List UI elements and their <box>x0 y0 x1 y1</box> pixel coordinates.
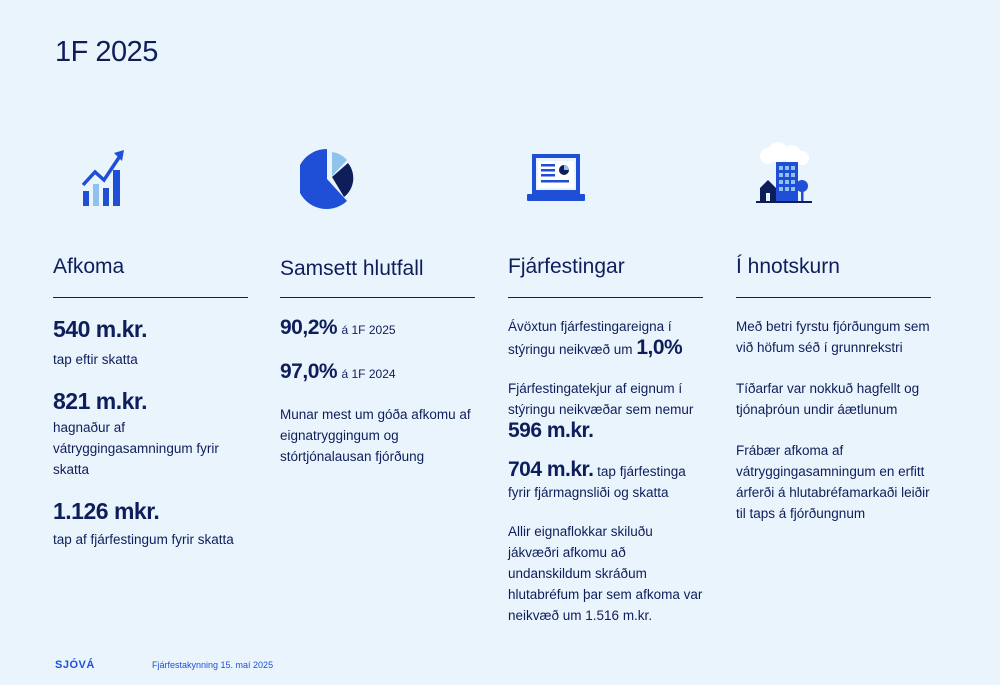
summary-paragraph: Með betri fyrstu fjórðungum sem við höfum séð í grunnrekstri <box>736 319 930 355</box>
column-heading: Fjárfestingar <box>508 255 625 278</box>
investment-loss-paragraph <box>508 459 703 503</box>
city-buildings-icon <box>754 142 814 206</box>
column-i-hnotskurn <box>736 252 931 524</box>
column-heading: Í hnotskurn <box>736 255 840 278</box>
loss-text: tap fjárfestinga fyrir fjármagnsliði og skatta <box>508 464 686 500</box>
ratio-row <box>280 316 475 340</box>
divider <box>280 297 475 298</box>
income-text: Fjárfestingatekjur af eignum í stýringu neikvæðar sem nemur <box>508 381 694 417</box>
metric-value: 821 m.kr. <box>53 388 147 414</box>
pie-chart-icon <box>300 146 356 212</box>
footer-caption: Fjárfestakynning 15. maí 2025 <box>152 660 274 670</box>
sjova-logo: SJÓVÁ <box>55 659 95 671</box>
ratio-value: 97,0% <box>280 360 338 383</box>
loss-value: 704 m.kr. <box>508 458 594 481</box>
ratio-value: 90,2% <box>280 316 338 339</box>
asset-classes-paragraph: Allir eignaflokkar skiluðu jákvæðri afkomu að undanskildum skráðum hlutabréfum þar sem afkoma var neikvæð um 1.516 m.kr. <box>508 524 703 623</box>
summary-paragraph: Frábær afkoma af vátryggingasamningum en erfitt árferði á hlutabréfamarkaði leiðir til taps á fjórðungnum <box>736 443 930 521</box>
ratio-period: á 1F 2025 <box>341 323 396 337</box>
metric-block <box>53 498 248 550</box>
metric-block <box>53 388 248 480</box>
divider <box>736 297 931 298</box>
column-afkoma <box>53 252 248 568</box>
growth-chart-icon <box>80 148 126 208</box>
page-title: 1F 2025 <box>55 36 158 68</box>
metric-label: tap af fjárfestingum fyrir skatta <box>53 532 234 547</box>
column-heading: Afkoma <box>53 255 125 278</box>
laptop-report-icon <box>526 152 586 204</box>
income-value: 596 m.kr. <box>508 419 594 442</box>
column-fjarfestingar <box>508 252 703 626</box>
divider <box>53 297 248 298</box>
investment-return-paragraph <box>508 316 703 360</box>
return-text: Ávöxtun fjárfestingareigna í stýringu neikvæð um <box>508 319 672 357</box>
ratio-period: á 1F 2024 <box>341 367 396 381</box>
metric-block <box>53 316 248 370</box>
summary-paragraph: Tíðarfar var nokkuð hagfellt og tjónaþróun undir áætlunum <box>736 381 920 417</box>
ratio-note: Munar mest um góða afkomu af eignatryggingum og stórtjónalausan fjórðung <box>280 407 471 464</box>
metric-label: hagnaður af vátryggingasamningum fyrir skatta <box>53 420 219 477</box>
return-value: 1,0% <box>636 336 683 359</box>
column-heading: Samsett hlutfall <box>280 257 424 280</box>
ratio-row <box>280 360 475 384</box>
investment-income-paragraph <box>508 378 703 441</box>
column-samsett-hlutfall <box>280 252 475 467</box>
metric-label: tap eftir skatta <box>53 352 138 367</box>
metric-value: 1.126 mkr. <box>53 498 160 524</box>
divider <box>508 297 703 298</box>
metric-value: 540 m.kr. <box>53 316 147 342</box>
